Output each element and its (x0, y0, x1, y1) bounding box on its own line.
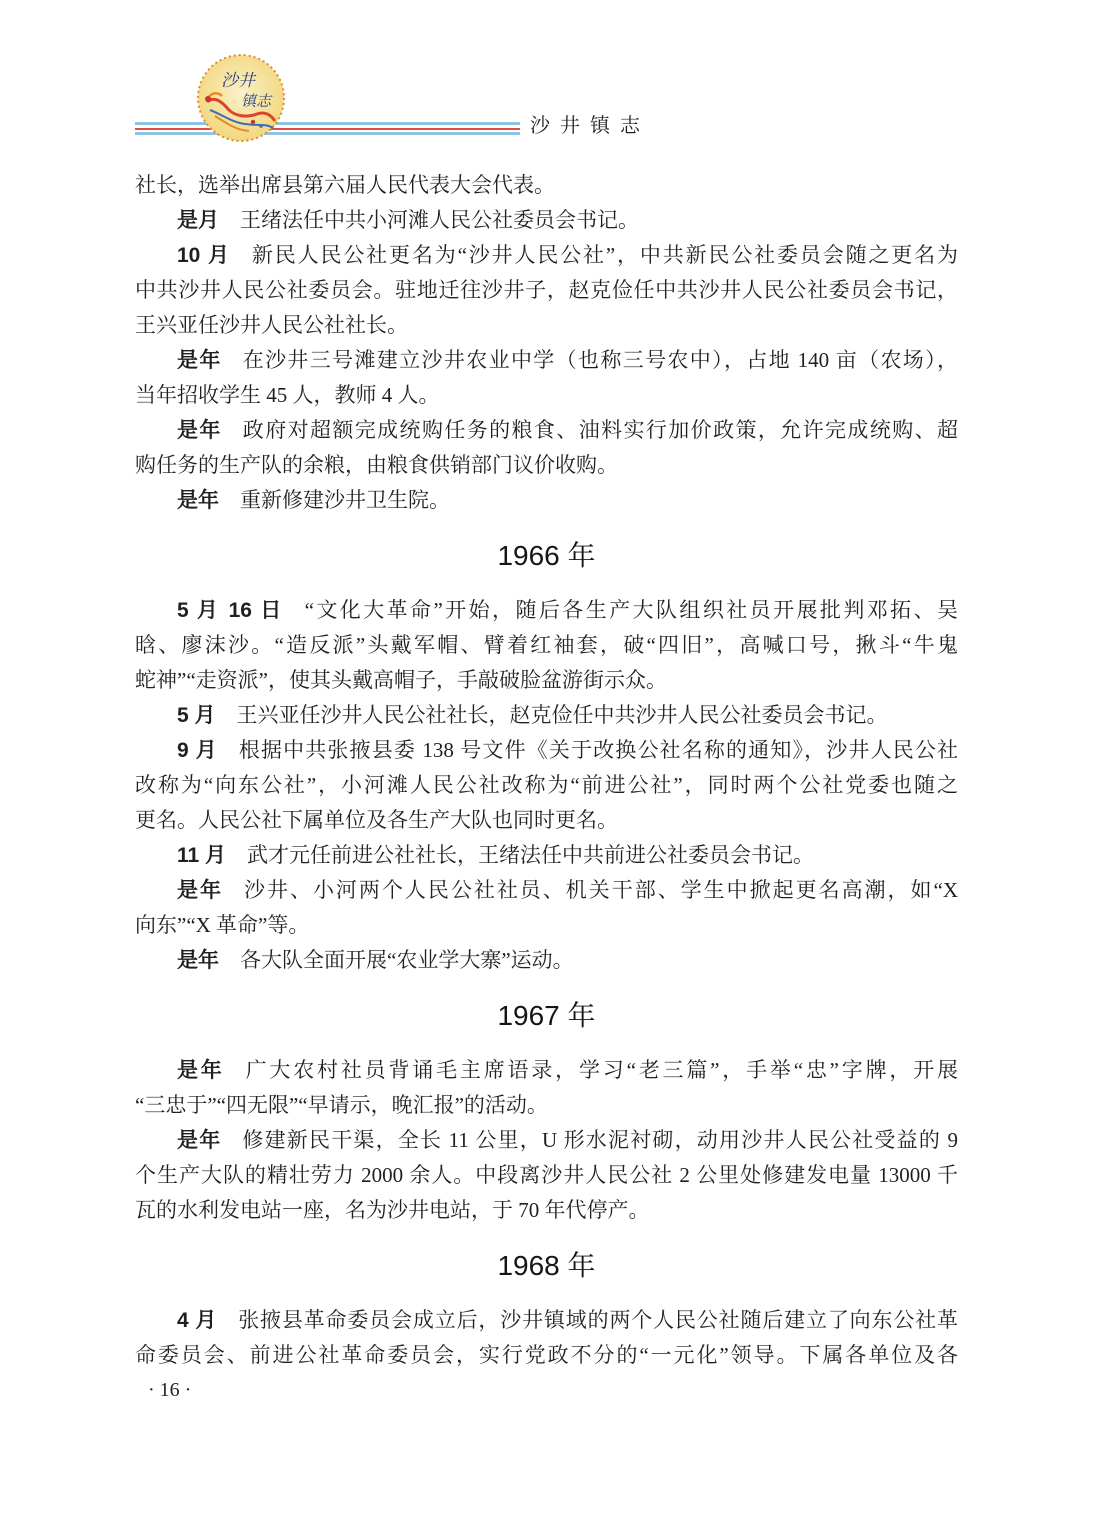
header-rule-middle (135, 128, 520, 130)
entry-label: 10 月 (177, 244, 231, 267)
text-line: 向东”“X 革命”等。 (135, 913, 310, 937)
year-heading-1967: 1967 年 (497, 1000, 596, 1031)
entry-text: 根据中共张掖县委 138 号文件《关于改换公社名称的通知》，沙井人民公社 (238, 738, 958, 762)
text-line: 晗、廖沫沙。“造反派”头戴军帽、臂着红袖套，破“四旧”，高喊口号，揪斗“牛鬼 (135, 633, 958, 657)
text-line: 社长，选举出席县第六届人民代表大会代表。 (135, 173, 555, 197)
text-line: 瓦的水利发电站一座，名为沙井电站，于 70 年代停产。 (135, 1198, 650, 1222)
text-line: 改称为“向东公社”，小河滩人民公社改称为“前进公社”，同时两个公社党委也随之 (135, 773, 958, 797)
entry-label: 5 月 (177, 704, 216, 727)
entry-text: 修建新民干渠，全长 11 公里，U 形水泥衬砌，动用沙井人民公社受益的 9 (242, 1128, 958, 1152)
text-line (135, 343, 958, 378)
year-heading-1966: 1966 年 (497, 540, 596, 571)
logo-text-bottom: 镇志 (241, 94, 272, 110)
entry-label: 是年 (177, 419, 222, 442)
entry-label: 11 月 (177, 844, 227, 867)
text-line (135, 1303, 958, 1338)
header-rule-top (135, 122, 520, 125)
text-line (135, 413, 958, 448)
header-title: 沙井镇志 (530, 115, 650, 137)
entry-paragraph (135, 168, 958, 203)
text-line: 更名。人民公社下属单位及各生产大队也同时更名。 (135, 808, 618, 832)
text-line (135, 203, 958, 238)
entry-paragraph (135, 343, 958, 413)
entry-paragraph (135, 838, 958, 873)
logo-text-top: 沙井 (221, 71, 255, 90)
entry-text: “文化大革命”开始，随后各生产大队组织社员开展批判邓拓、吴 (304, 598, 958, 622)
entry-text: 政府对超额完成统购任务的粮食、油料实行加价政策，允许完成统购、超 (242, 418, 958, 442)
year-heading-1968: 1968 年 (497, 1250, 596, 1281)
entry-paragraph (135, 1123, 958, 1228)
text-line: 王兴亚任沙井人民公社社长。 (135, 313, 408, 337)
text-line (135, 483, 958, 518)
entry-text: 新民人民公社更名为“沙井人民公社”，中共新民公社委员会随之更名为 (251, 243, 958, 267)
entry-paragraph (135, 873, 958, 943)
entry-text: 武才元任前进公社社长，王绪法任中共前进公社委员会书记。 (247, 843, 815, 867)
entry-paragraph (135, 413, 958, 483)
text-line: “三忠于”“四无限”“早请示，晚汇报”的活动。 (135, 1093, 548, 1117)
text-line (135, 593, 958, 628)
entry-paragraph (135, 593, 958, 698)
entry-paragraph (135, 943, 958, 978)
text-line: 命委员会、前进公社革命委员会，实行党政不分的“一元化”领导。下属各单位及各 (135, 1343, 958, 1367)
text-line: 当年招收学生 45 人，教师 4 人。 (135, 383, 440, 407)
entry-paragraph (135, 698, 958, 733)
text-line: 蛇神”“走资派”，使其头戴高帽子，手敲破脸盆游街示众。 (135, 668, 667, 692)
text-line (135, 943, 958, 978)
chronicle-logo (195, 52, 287, 144)
text-line (135, 238, 958, 273)
text-line (135, 873, 958, 908)
entry-text: 广大农村社员背诵毛主席语录，学习“老三篇”，手举“忠”字牌，开展 (245, 1058, 958, 1082)
text-column (135, 168, 958, 1408)
entry-paragraph (135, 733, 958, 838)
text-line: 购任务的生产队的余粮，由粮食供销部门议价收购。 (135, 453, 618, 477)
entry-paragraph (135, 1053, 958, 1123)
page-number: · 16 · (148, 1379, 192, 1401)
entry-text: 重新修建沙井卫生院。 (240, 488, 450, 512)
text-line (135, 698, 958, 733)
entry-paragraph (135, 203, 958, 238)
entry-text: 在沙井三号滩建立沙井农业中学（也称三号农中），占地 140 亩（农场）， (242, 348, 958, 372)
entry-label: 是年 (177, 949, 219, 972)
entry-paragraph (135, 238, 958, 343)
entry-label: 4 月 (177, 1309, 218, 1332)
entry-label: 是年 (177, 489, 219, 512)
entry-label: 是年 (177, 1129, 222, 1152)
text-line (135, 1053, 958, 1088)
entry-label: 9 月 (177, 739, 218, 762)
header-rule-bottom (135, 132, 520, 135)
text-line: 个生产大队的精壮劳力 2000 余人。中段离沙井人民公社 2 公里处修建发电量 13000 千 (135, 1163, 958, 1187)
entry-text: 王绪法任中共小河滩人民公社委员会书记。 (240, 208, 639, 232)
entry-label: 是月 (177, 209, 219, 232)
entry-text: 各大队全面开展“农业学大寨”运动。 (240, 948, 574, 972)
text-line: 中共沙井人民公社委员会。驻地迁往沙井子，赵克俭任中共沙井人民公社委员会书记， (135, 278, 958, 302)
text-line (135, 1123, 958, 1158)
text-line (135, 838, 958, 873)
entry-paragraph (135, 1303, 958, 1373)
entry-text: 张掖县革命委员会成立后，沙井镇域的两个人民公社随后建立了向东公社革 (238, 1308, 958, 1332)
text-line (135, 733, 958, 768)
entry-text: 沙井、小河两个人民公社社员、机关干部、学生中掀起更名高潮，如“X (243, 878, 958, 902)
entry-label: 是年 (177, 879, 223, 902)
entry-text: 王兴亚任沙井人民公社社长，赵克俭任中共沙井人民公社委员会书记。 (236, 703, 888, 727)
entry-paragraph (135, 483, 958, 518)
entry-label: 是年 (177, 349, 222, 372)
entry-label: 是年 (177, 1059, 225, 1082)
entry-label: 5 月 16 日 (177, 599, 284, 622)
